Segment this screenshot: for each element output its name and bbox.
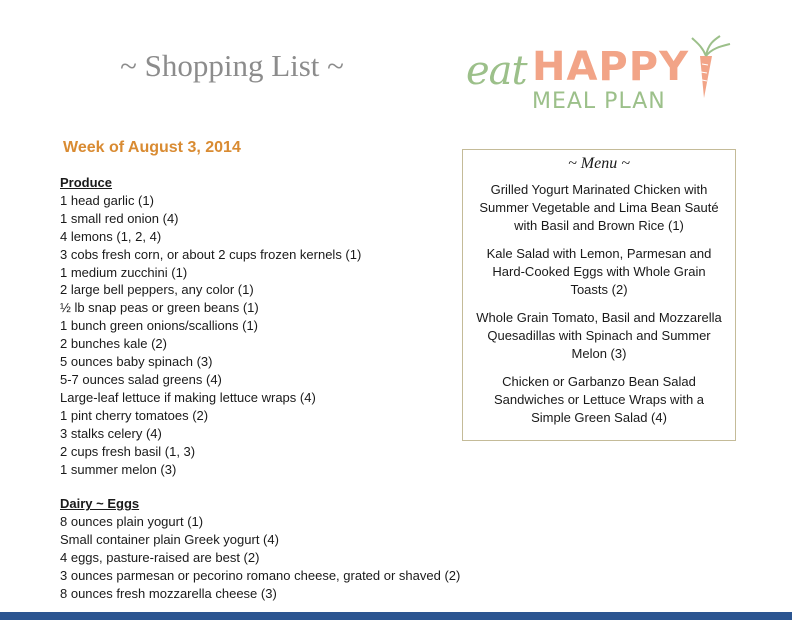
list-item: 2 bunches kale (2)	[60, 336, 167, 352]
list-item: 1 summer melon (3)	[60, 461, 177, 477]
menu-item: Chicken or Garbanzo Bean Salad Sandwiches or Lettuce Wraps with a Simple Green Salad (4)	[493, 374, 705, 425]
list-item: 4 lemons (1, 2, 4)	[60, 228, 162, 244]
shopping-list	[60, 174, 460, 603]
list-item: 8 ounces fresh mozzarella cheese (3)	[60, 585, 277, 601]
list-item: 4 eggs, pasture-raised are best (2)	[60, 550, 260, 566]
produce-list	[60, 192, 460, 479]
menu-title: ~ Menu ~	[568, 155, 630, 172]
produce-heading: Produce	[60, 175, 113, 190]
list-item: 1 pint cherry tomatoes (2)	[60, 407, 209, 423]
week-heading: Week of August 3, 2014	[63, 139, 241, 156]
list-item: 1 bunch green onions/scallions (1)	[60, 318, 259, 334]
logo-happy-text: HAPPY	[532, 44, 690, 90]
dairy-list	[60, 513, 460, 603]
list-item: 3 ounces parmesan or pecorino romano cheese, grated or shaved (2)	[60, 568, 461, 584]
list-item: ½ lb snap peas or green beans (1)	[60, 300, 259, 316]
menu-item: Kale Salad with Lemon, Parmesan and Hard-Cooked Eggs with Whole Grain Toasts (2)	[486, 246, 712, 297]
list-item: 3 stalks celery (4)	[60, 425, 162, 441]
list-item: 3 cobs fresh corn, or about 2 cups frozen kernels (1)	[60, 246, 362, 262]
list-item: Small container plain Greek yogurt (4)	[60, 532, 279, 548]
list-item: 5 ounces baby spinach (3)	[60, 354, 213, 370]
list-item: 5-7 ounces salad greens (4)	[60, 371, 222, 387]
logo-meal-plan-text: MEAL PLAN	[532, 89, 666, 114]
carrot-icon	[678, 34, 734, 104]
dairy-heading: Dairy ~ Eggs	[60, 496, 140, 512]
eat-happy-logo	[462, 30, 742, 120]
list-item: Large-leaf lettuce if making lettuce wraps (4)	[60, 389, 316, 405]
list-item: 2 large bell peppers, any color (1)	[60, 282, 254, 298]
list-item: 2 cups fresh basil (1, 3)	[60, 443, 196, 459]
menu-list	[463, 181, 735, 427]
bottom-bar	[0, 612, 792, 620]
list-item: 1 small red onion (4)	[60, 210, 179, 226]
page-title: ~ Shopping List ~	[120, 48, 344, 83]
menu-item: Grilled Yogurt Marinated Chicken with Summer Vegetable and Lima Bean Sauté with Basil and Brown Rice (1)	[479, 182, 719, 233]
menu-box	[462, 149, 736, 441]
menu-item: Whole Grain Tomato, Basil and Mozzarella Quesadillas with Spinach and Summer Melon (3)	[476, 310, 722, 361]
logo-eat-text: eat	[466, 48, 527, 94]
list-item: 1 head garlic (1)	[60, 192, 154, 208]
list-item: 8 ounces plain yogurt (1)	[60, 514, 204, 530]
list-item: 1 medium zucchini (1)	[60, 264, 188, 280]
